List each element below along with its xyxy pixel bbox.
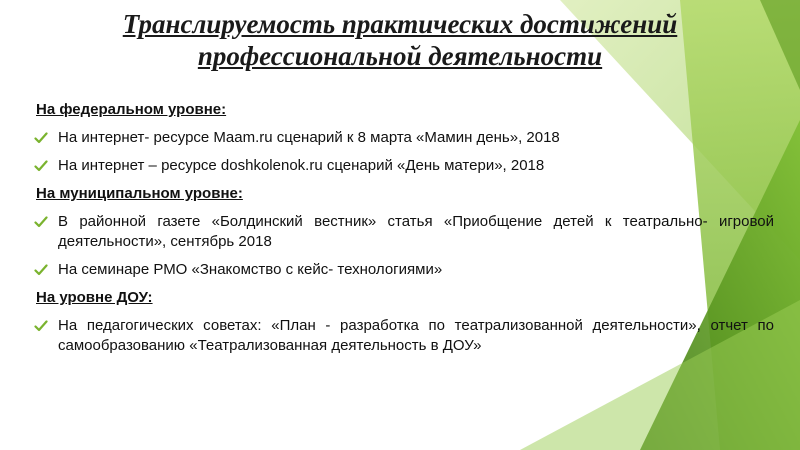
checkmark-icon	[34, 263, 48, 277]
list-item	[34, 212, 774, 252]
list-item	[34, 156, 774, 176]
section-municipal	[34, 184, 774, 280]
item-text: На интернет – ресурсе doshkolenok.ru сценарий «День матери», 2018	[58, 157, 545, 174]
item-text: На педагогических советах: «План - разработка по театрализованной деятельности», отчет по самообразованию «Театрализованная деятельность в ДОУ»	[58, 317, 774, 354]
content-body	[34, 100, 774, 364]
checkmark-icon	[34, 159, 48, 173]
checkmark-icon	[34, 131, 48, 145]
section-dou	[34, 288, 774, 356]
slide-title	[40, 8, 760, 72]
list-item	[34, 128, 774, 148]
list-item	[34, 260, 774, 280]
title-line-2: профессиональной деятельности	[197, 41, 603, 71]
item-text: На семинаре РМО «Знакомство с кейс- технологиями»	[58, 261, 443, 278]
item-text: На интернет- ресурсе Maam.ru сценарий к 8 марта «Мамин день», 2018	[58, 129, 560, 146]
section-heading: На федеральном уровне:	[36, 101, 227, 118]
section-federal	[34, 100, 774, 176]
checkmark-icon	[34, 319, 48, 333]
checkmark-icon	[34, 215, 48, 229]
item-text: В районной газете «Болдинский вестник» статья «Приобщение детей к театрально- игровой деятельности», сентябрь 2018	[58, 213, 774, 250]
section-heading: На уровне ДОУ:	[36, 289, 153, 306]
title-line-1: Транслируемость практических достижений	[122, 9, 678, 39]
list-item	[34, 316, 774, 356]
section-heading: На муниципальном уровне:	[36, 185, 243, 202]
